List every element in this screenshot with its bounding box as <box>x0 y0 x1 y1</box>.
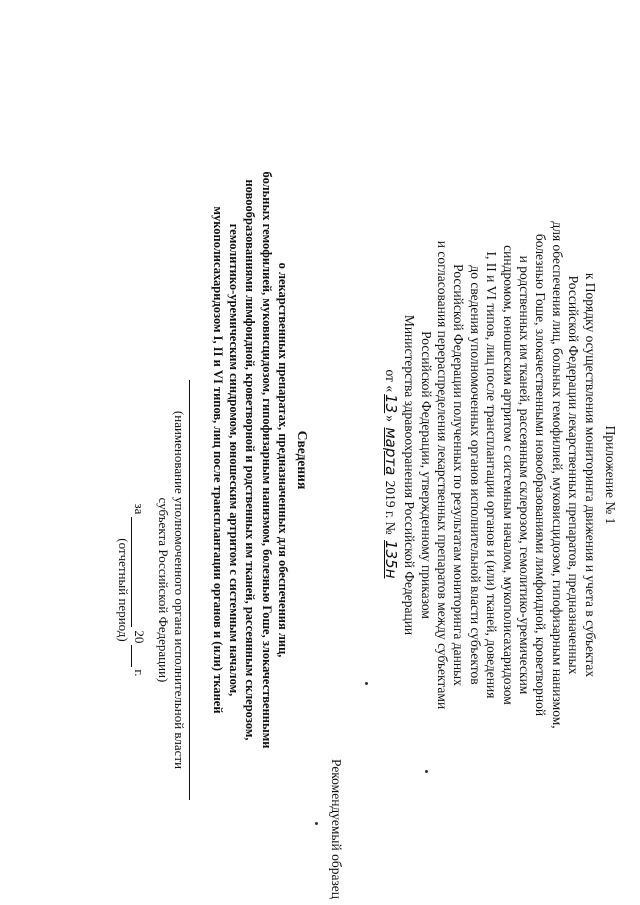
title-line: больных гемофилией, муковисцидозом, гипофизарным нанизмом, болезнью Гоше, злокачественными <box>259 171 274 749</box>
authority-name-line <box>189 380 190 800</box>
title-line: гемолитико-уремическим синдромом, юношеским артритом с системным началом, <box>227 223 242 697</box>
title-line: новообразованиями лимфоидной, кроветворной и родственных им тканей, рассеянным склерозом, <box>243 179 258 741</box>
reporting-period-row <box>131 380 147 800</box>
scan-speck <box>425 770 428 773</box>
handwritten-month: марта <box>381 427 400 476</box>
date-year: 2019 г. № <box>382 480 398 535</box>
header-line: Российской Федерации полученных по результатам мониторинга данных <box>451 264 467 686</box>
date-prefix: от « <box>382 369 398 393</box>
order-date-line <box>381 150 398 800</box>
appendix-header <box>381 150 618 800</box>
year-blank <box>131 645 144 667</box>
header-line: Российской Федерации, утвержденному приказом <box>418 331 434 619</box>
header-line: синдромом, юношеским артритом с системным началом, мукополисахаридозом <box>500 245 516 705</box>
header-line: и родственных им тканей, рассеянным склерозом, гемолитико-уремическим <box>516 255 532 695</box>
form-title <box>210 70 310 850</box>
header-line: болезнью Гоше, злокачественными новообразованиями лимфоидной, кроветворной <box>533 233 549 717</box>
handwritten-day: 13 <box>381 394 400 414</box>
header-line: I, II и VI типов, лиц после трансплантации органов и (или) тканей, доведения <box>484 251 500 699</box>
header-line: Министерства здравоохранения Российской Федерации <box>402 314 418 636</box>
period-year: 20 <box>132 630 147 644</box>
scan-speck <box>365 682 368 685</box>
period-prefix: за <box>132 503 147 515</box>
period-blank <box>131 517 144 627</box>
period-caption: (отчетный период) <box>116 538 131 642</box>
appendix-number: Приложение № 1 <box>603 425 618 525</box>
handwritten-order-number: 135н <box>381 540 400 579</box>
header-line: до сведения уполномоченных органов исполнительной власти субъектов <box>467 265 483 685</box>
form-heading: Сведения <box>295 430 310 490</box>
authority-caption: (наименование уполномоченного органа исполнительной власти <box>172 410 187 770</box>
header-line: к Порядку осуществления мониторинга движения и учета в субъектах <box>582 272 598 678</box>
recommended-sample-label: Рекомендуемый образец <box>329 758 344 899</box>
header-line: Российской Федерации лекарственных препаратов, предназначенных <box>566 275 582 675</box>
title-line: о лекарственных препаратах, предназначенных для обеспечения лиц, <box>275 262 290 658</box>
header-line: и согласования перераспределения лекарственных препаратов между субъектами <box>434 240 450 710</box>
scan-speck <box>315 822 318 825</box>
header-line: для обеспечения лиц, больных гемофилией, муковисцидозом, гипофизарным нанизмом, <box>549 221 565 729</box>
authority-caption: субъекта Российской Федерации) <box>156 497 171 683</box>
date-mid: » <box>382 415 398 422</box>
authority-block <box>115 380 190 800</box>
title-line: мукополисахаридозом I, II и VI типов, лиц после трансплантации органов и (или) тканей <box>210 206 225 714</box>
period-suffix: г. <box>132 669 147 677</box>
